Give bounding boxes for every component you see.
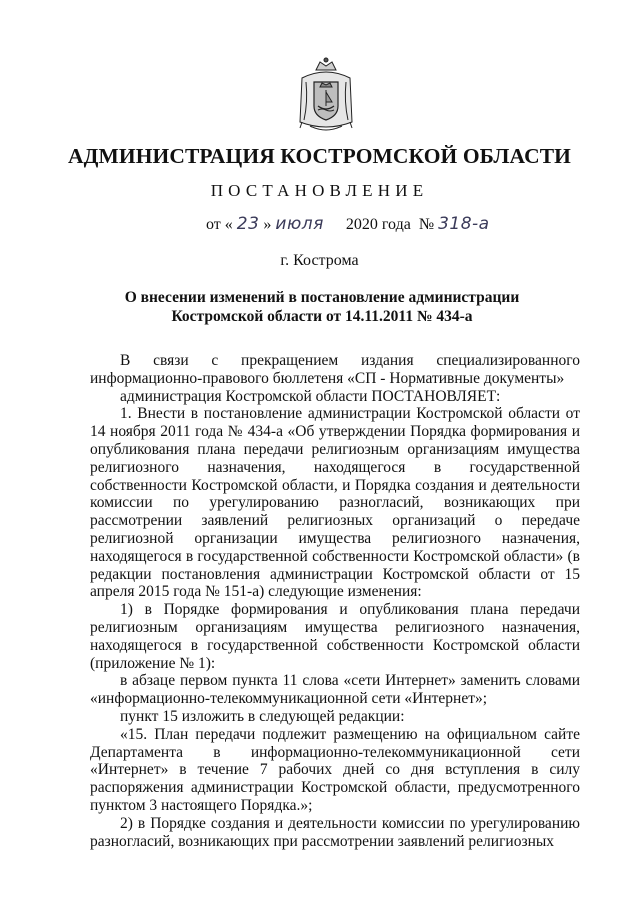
coat-of-arms-icon bbox=[294, 56, 358, 136]
body-paragraph: 1. Внести в постановление администрации Костромской области от 14 ноября 2011 года № 434-а «Об утверждении Порядка формирования и опубликования плана передачи религиозным организациям имущества религиозного назначения, находящегося в государственной собственности Костромской области, и Порядка создания и деятельности комиссии по урегулированию разногласий, возникающих при рассмотрении заявлений религиозных организаций о передаче религиозной организации имущества религиозного назначения, находящегося в государственной собственности Костромской области» (в редакции постановления администрации Костромской области от 15 апреля 2015 года № 151-а) следующие изменения: bbox=[90, 405, 580, 601]
organization-title: АДМИНИСТРАЦИЯ КОСТРОМСКОЙ ОБЛАСТИ bbox=[67, 144, 571, 168]
body-paragraph: «15. План передачи подлежит размещению на официальном сайте Департамента в информационно-телекоммуникационной сети «Интернет» в течение 7 рабочих дней со дня вступления в силу распоряжения администрации Костромской области, предусмотренного пунктом 3 настоящего Порядка.»; bbox=[90, 725, 580, 814]
date-month: июля bbox=[275, 214, 324, 234]
body-paragraph: пункт 15 изложить в следующей редакции: bbox=[120, 707, 405, 725]
date-prefix: от « bbox=[206, 216, 233, 233]
body-paragraph: В связи с прекращением издания специализированного информационно-правового бюллетеня «СП - Нормативные документы» bbox=[90, 352, 580, 387]
document-number: 318-а bbox=[438, 214, 490, 234]
document-type: ПОСТАНОВЛЕНИЕ bbox=[210, 181, 429, 200]
body-paragraph: 1) в Порядке формирования и опубликования плана передачи религиозным организациям имущества религиозного назначения, находящегося в государственной собственности Костромской области (приложение № 1): bbox=[90, 601, 580, 672]
document-date-line bbox=[206, 214, 490, 234]
number-sign: № bbox=[418, 216, 435, 233]
heading-line-2: Костромской области от 14.11.2011 № 434-а bbox=[171, 308, 473, 325]
date-year: 2020 года bbox=[345, 216, 411, 233]
document-heading bbox=[110, 288, 534, 326]
heading-line-1: О внесении изменений в постановление администрации bbox=[124, 289, 520, 306]
body-paragraph: в абзаце первом пункта 11 слова «сети Интернет» заменить словами «информационно-телекоммуникационной сети «Интернет»; bbox=[90, 672, 580, 708]
date-close: » bbox=[263, 216, 272, 233]
body-paragraph: 2) в Порядке создания и деятельности комиссии по урегулированию разногласий, возникающих при рассмотрении заявлений религиозных bbox=[90, 814, 580, 850]
body-paragraph: администрация Костромской области ПОСТАНОВЛЯЕТ: bbox=[120, 387, 501, 405]
date-day: 23 bbox=[236, 214, 260, 234]
document-body bbox=[90, 352, 580, 850]
city: г. Кострома bbox=[280, 252, 359, 269]
